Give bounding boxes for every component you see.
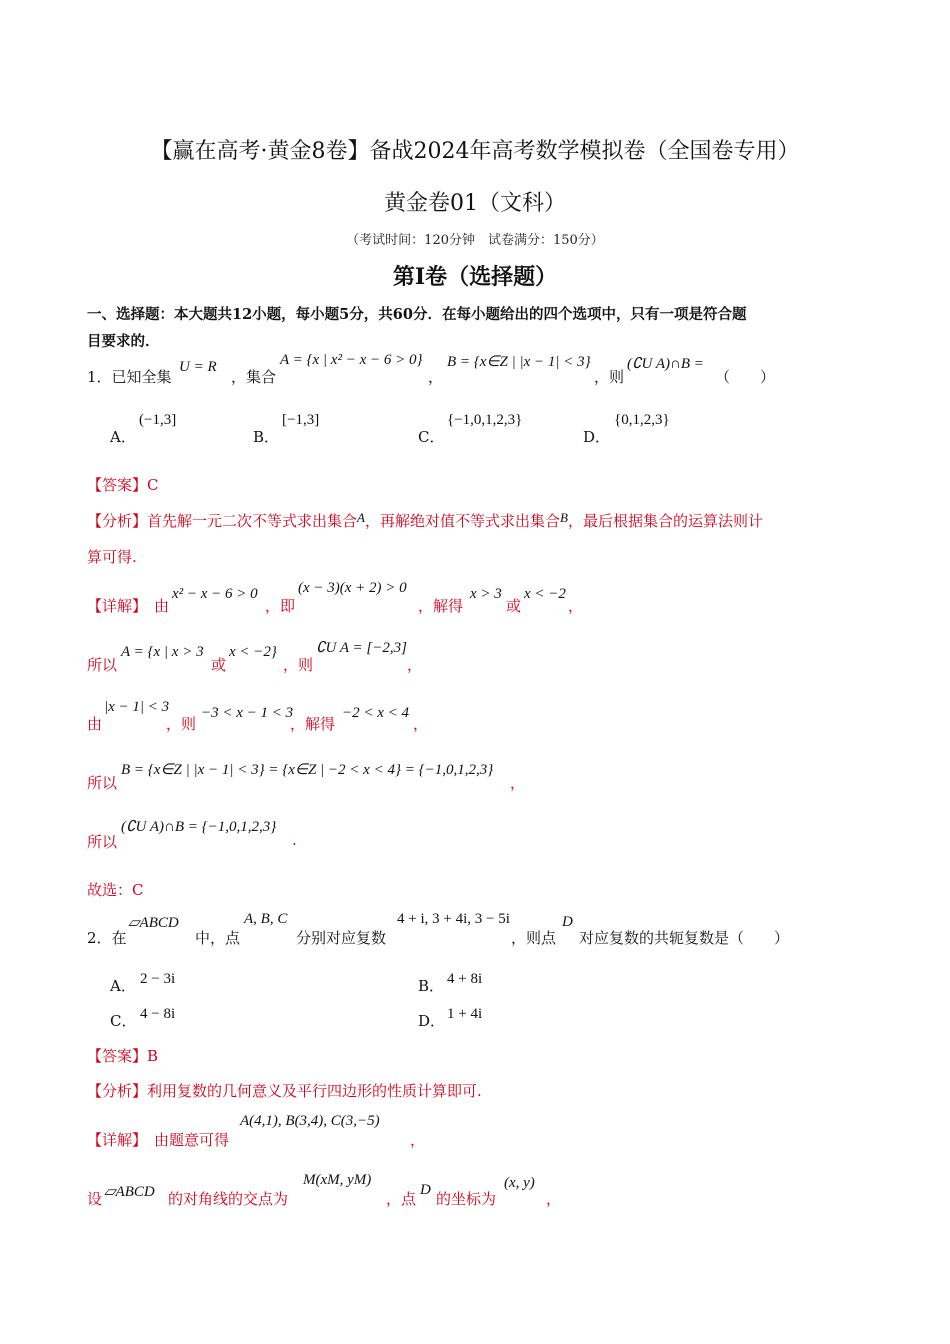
exam-info: （考试时间：120分钟 试卷满分：150分）: [346, 233, 604, 248]
q1-answer-value: C: [147, 476, 159, 494]
q1-analysis-tag: 【分析】: [87, 512, 148, 530]
document-subtitle: 黄金卷01（文科）: [384, 191, 566, 216]
q1-analysis-text-c: ，最后根据集合的运算法则计: [567, 512, 763, 530]
q1-d4-text-b: ，: [510, 774, 526, 792]
q1-d1-text-a: 由: [154, 597, 170, 615]
q2-d2-math-3: D: [420, 1182, 431, 1198]
q2-text-3: ，则点: [511, 929, 557, 947]
document-title: 【赢在高考·黄金8卷】备战2024年高考数学模拟卷（全国卷专用）: [150, 139, 800, 164]
q1-universal-set: U = R: [179, 359, 217, 375]
q2-option-c-label: C．: [110, 1012, 137, 1030]
q2-d2-math-4: (x, y): [504, 1175, 535, 1191]
q1-d3-math-2: −3 < x − 1 < 3: [201, 705, 294, 721]
q1-text-2: ，: [428, 368, 444, 386]
instructions-line-2: 目要求的．: [87, 333, 160, 350]
q1-d1-text-c: ，解得: [418, 597, 464, 615]
q2-text-4: 对应复数的共轭复数是（ ）: [579, 929, 790, 947]
q2-d2-math-1: ▱ABCD: [104, 1184, 155, 1200]
q2-d2-text-b: 的对角线的交点为: [168, 1190, 289, 1208]
q2-analysis-text: 利用复数的几何意义及平行四边形的性质计算即可.: [147, 1082, 482, 1100]
q2-option-a-label: A．: [110, 977, 136, 995]
q1-option-b-value: [−1,3]: [282, 412, 320, 428]
q1-d5-text-a: 所以: [87, 833, 118, 851]
q1-d5-text-b: .: [292, 831, 297, 849]
q1-d1-math-4: x < −2: [524, 586, 566, 602]
q2-answer-value: B: [147, 1047, 159, 1065]
q1-d5-math-1: (∁U A)∩B = {−1,0,1,2,3}: [121, 819, 277, 835]
q1-d2-math-2: x < −2}: [229, 644, 277, 660]
q1-answer-tag: 【答案】: [87, 476, 148, 494]
q1-analysis-line-2: 算可得.: [87, 548, 137, 566]
q1-text-1: ，集合: [231, 368, 277, 386]
q1-option-d-value: {0,1,2,3}: [614, 412, 670, 428]
q2-option-b-value: 4 + 8i: [447, 971, 483, 987]
q1-option-d-label: D．: [583, 428, 611, 446]
q2-parallelogram: ▱ABCD: [128, 915, 179, 931]
q1-d1-math-3: x > 3: [470, 586, 502, 602]
q1-d3-math-1: |x − 1| < 3: [104, 699, 170, 715]
q1-answer: [87, 474, 159, 495]
q2-text-2: 分别对应复数: [296, 929, 387, 947]
q2-text-1: 中，点: [195, 929, 241, 947]
q1-d3-text-d: ，: [413, 715, 429, 733]
q1-d2-math-3: ∁U A = [−2,3]: [316, 640, 407, 656]
q1-number-text: 1．已知全集: [87, 368, 172, 386]
q2-analysis-tag: 【分析】: [87, 1082, 148, 1100]
q1-analysis-line-1: [87, 510, 763, 531]
q2-option-c-value: 4 − 8i: [140, 1006, 176, 1022]
q1-analysis-set-a: A: [357, 510, 365, 525]
q1-d1-math-2: (x − 3)(x + 2) > 0: [298, 580, 407, 596]
q2-option-d-value: 1 + 4i: [447, 1006, 483, 1022]
q2-points: A, B, C: [244, 911, 288, 927]
q1-d2-math-1: A = {x | x > 3: [121, 644, 204, 660]
q1-d1-text-b: ，即: [265, 597, 296, 615]
q1-text-3: ，则: [594, 368, 625, 386]
q1-d1-math-1: x² − x − 6 > 0: [172, 586, 258, 602]
q2-d1-text-a: 由题意可得: [154, 1131, 230, 1149]
q1-d2-text-a: 所以: [87, 656, 118, 674]
q1-d2-text-b: 或: [211, 656, 227, 674]
q1-set-A: A = {x | x² − x − 6 > 0}: [280, 352, 423, 368]
q1-d3-text-b: ，则: [166, 715, 197, 733]
q2-option-b-label: B．: [418, 977, 445, 995]
q1-d2-text-c: ，则: [283, 656, 314, 674]
q1-answer-paren: （ ）: [715, 368, 776, 386]
q1-d1-text-d: 或: [506, 597, 522, 615]
q1-option-b-label: B．: [253, 428, 280, 446]
q2-d2-text-c: ，点: [386, 1190, 417, 1208]
section-heading: 第I卷（选择题）: [392, 264, 558, 290]
q1-d4-math-1: B = {x∈Z | |x − 1| < 3} = {x∈Z | −2 < x < 4} = {−1,0,1,2,3}: [121, 762, 494, 778]
q1-d2-text-d: ，: [407, 656, 423, 674]
q1-conclusion: 故选：C: [87, 881, 144, 899]
instructions-line-1: 一、选择题：本大题共12小题，每小题5分，共60分．在每小题给出的四个选项中，只有一项是符合题: [87, 306, 747, 323]
q2-d2-math-2: M(xM, yM): [303, 1172, 372, 1188]
q2-analysis: [87, 1080, 482, 1101]
q1-d4-text-a: 所以: [87, 774, 118, 792]
q2-detail-tag: 【详解】: [87, 1131, 148, 1149]
q1-analysis-text-a: 首先解一元二次不等式求出集合: [147, 512, 358, 530]
q2-point-d: D: [562, 914, 573, 930]
q2-d2-text-e: ，: [546, 1190, 562, 1208]
q2-number-text: 2．在: [87, 929, 127, 947]
q2-answer: [87, 1045, 158, 1066]
q2-option-a-value: 2 − 3i: [140, 971, 176, 987]
q1-detail-tag: 【详解】: [87, 597, 148, 615]
q2-complex-numbers: 4 + i, 3 + 4i, 3 − 5i: [397, 911, 510, 927]
q1-d3-math-3: −2 < x < 4: [342, 705, 410, 721]
q1-expression: (∁U A)∩B =: [627, 356, 704, 372]
q2-d1-text-b: ，: [410, 1131, 426, 1149]
q1-set-B: B = {x∈Z | |x − 1| < 3}: [447, 354, 591, 370]
q1-option-a-label: A．: [110, 428, 136, 446]
q1-d3-text-c: ，解得: [290, 715, 336, 733]
q2-d2-text-a: 设: [87, 1190, 103, 1208]
q1-option-a-value: (−1,3]: [139, 412, 177, 428]
q1-option-c-value: {−1,0,1,2,3}: [447, 412, 523, 428]
q1-analysis-set-b: B: [560, 510, 568, 525]
q1-d1-text-e: ，: [568, 597, 584, 615]
q1-d3-text-a: 由: [87, 715, 103, 733]
q1-option-c-label: C．: [418, 428, 445, 446]
q1-analysis-text-b: ，再解绝对值不等式求出集合: [364, 512, 560, 530]
q2-d1-math-1: A(4,1), B(3,4), C(3,−5): [240, 1113, 380, 1129]
q2-d2-text-d: 的坐标为: [436, 1190, 497, 1208]
q2-option-d-label: D．: [418, 1012, 446, 1030]
q2-answer-tag: 【答案】: [87, 1047, 148, 1065]
